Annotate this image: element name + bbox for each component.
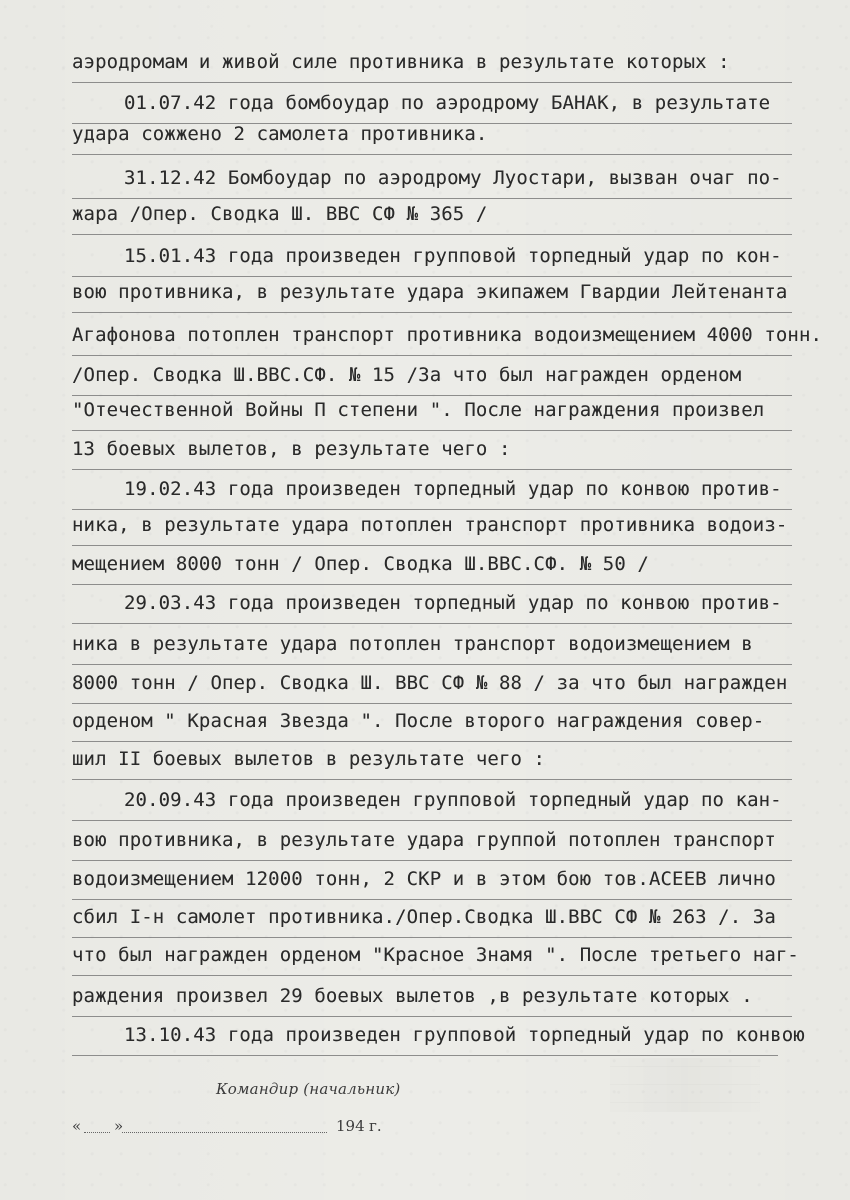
document-line-7: вою противника, в результате удара экипажем Гвардии Лейтенанта [72,277,792,315]
year-prefix: 194 [336,1117,365,1135]
document-line-25: раждения произвел 29 боевых вылетов ,в результате которых . [72,981,792,1019]
document-line-1: аэродромам и живой силе противника в результате которых : [72,47,792,85]
document-line-11: 13 боевых вылетов, в результате чего : [72,434,792,472]
document-line-22: водоизмещением 12000 тонн, 2 СКР и в этом бою тов.АСЕЕВ лично [72,864,792,902]
document-line-13: ника, в результате удара потоплен транспорт противника водоиз- [72,510,792,548]
document-line-18: орденом " Красная Звезда ". После второго награждения совер- [72,706,792,744]
month-blank-rule [122,1132,327,1133]
document-line-17: 8000 тонн / Опер. Сводка Ш. ВВС СФ № 88 / за что был награжден [72,668,792,706]
date-close-quote: » [114,1117,124,1135]
year-suffix: г. [369,1117,382,1135]
document-line-26: 13.10.43 года произведен групповой торпедный удар по конвою [72,1020,792,1058]
date-open-quote: « [72,1117,82,1135]
document-line-8: Агафонова потоплен транспорт противника водоизмещением 4000 тонн. [72,320,792,358]
document-line-5: жара /Опер. Сводка Ш. ВВС СФ № 365 / [72,199,792,237]
document-line-14: мещением 8000 тонн / Опер. Сводка Ш.ВВС.СФ. № 50 / [72,549,792,587]
commander-label: Командир (начальник) [216,1080,401,1098]
document-line-10: "Отечественной Войны П степени ". После награждения произвел [72,395,792,433]
document-line-2: 01.07.42 года бомбоудар по аэродрому БАНАК, в результате [72,88,792,126]
document-line-24: что был награжден орденом "Красное Знамя ". После третьего наг- [72,940,792,978]
document-line-4: 31.12.42 Бомбоудар по аэродрому Луостари, вызван очаг по- [72,163,792,201]
document-line-20: 20.09.43 года произведен групповой торпедный удар по кан- [72,785,792,823]
document-line-23: сбил I-н самолет противника./Опер.Сводка Ш.ВВС СФ № 263 /. За [72,902,792,940]
document-line-3: удара сожжено 2 самолета противника. [72,119,792,157]
document-line-21: вою противника, в результате удара группой потоплен транспорт [72,825,792,863]
date-line [72,1117,412,1137]
day-blank-rule [84,1132,110,1133]
document-line-12: 19.02.43 года произведен торпедный удар по конвою против- [72,474,792,512]
document-line-6: 15.01.43 года произведен групповой торпедный удар по кон- [72,241,792,279]
document-line-15: 29.03.43 года произведен торпедный удар по конвою против- [72,588,792,626]
document-line-19: шил II боевых вылетов в результате чего : [72,744,792,782]
faded-background-stamp [610,1058,760,1112]
document-line-16: ника в результате удара потоплен транспорт водоизмещением в [72,629,792,667]
document-line-9: /Опер. Сводка Ш.ВВС.СФ. № 15 /За что был награжден орденом [72,360,792,398]
